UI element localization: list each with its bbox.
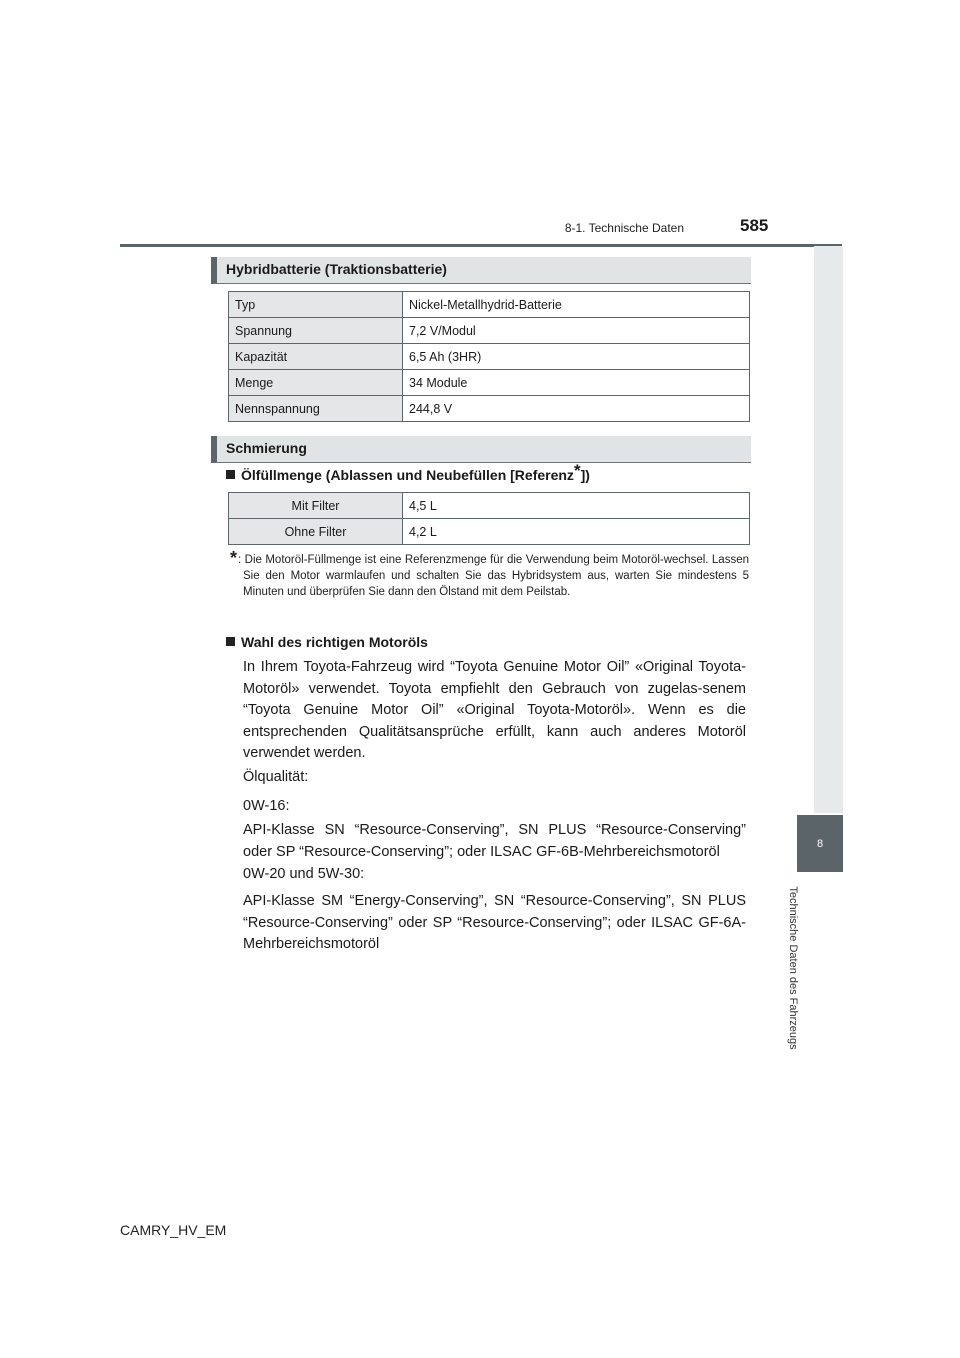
hybrid-battery-table [228,291,750,422]
viscosity-0w16-spec: API-Klasse SN “Resource-Conserving”, SN PLUS “Resource-Conserving” oder SP “Resource-Conserving”; oder ILSAC GF-6B-Mehrbereichsmotoröl [243,822,746,860]
oil-choice-heading: Wahl des richtigen Motoröls [226,634,428,650]
square-bullet-icon [226,637,235,646]
spec-key: Kapazität [229,344,403,370]
page-number: 585 [740,216,769,235]
oil-capacity-heading: Ölfüllmenge (Ablassen und Neubefüllen [Referenz*]) [226,467,590,483]
table-row [229,519,750,545]
lubrication-section-header [211,436,751,463]
table-row [229,292,750,318]
side-tab-strip [814,246,843,813]
asterisk-marker: * [573,461,581,480]
section-title: 8-1. Technische Daten [564,221,684,235]
table-row [229,370,750,396]
footnote-asterisk: * [230,548,238,568]
viscosity-0w20-5w30-spec: API-Klasse SM “Energy-Conserving”, SN “Resource-Conserving”, SN PLUS “Resource-Conserving” oder SP “Resource-Conserving”; oder ILSAC GF-6A-Mehrbereichsmotoröl [243,893,746,952]
table-row [229,344,750,370]
oil-intro-paragraph: In Ihrem Toyota-Fahrzeug wird “Toyota Genuine Motor Oil” «Original Toyota-Motoröl» verwendet. Toyota empfiehlt den Gebrauch von zugelas-senem “Toyota Genuine Motor Oil” «Original Toyota-Motoröl». Wenn es die entsprechenden Qualitätsansprüche erfüllt, kann auch anderes Motoröl verwendet werden. [243,659,746,761]
viscosity-0w20-5w30-label: 0W-20 und 5W-30: [243,866,365,882]
viscosity-0w16-label: 0W-16: [243,798,290,814]
hybrid-battery-title: Hybridbatterie (Traktionsbatterie) [226,261,447,277]
spec-key: Spannung [229,318,403,344]
oil-quality-label: Ölqualität: [243,769,309,785]
oil-capacity-table [228,492,750,545]
chapter-number-tab [797,815,843,872]
spec-value: 4,2 L [403,519,750,545]
footnote-text: : Die Motoröl-Füllmenge ist eine Referenzmenge für die Verwendung beim Motoröl-wechsel. Lassen Sie den Motor warmlaufen und schalten Sie das Hybridsystem aus, warten Sie mindestens 5 Minuten und überprüfen Sie dann den Ölstand mit dem Peilstab. [238,554,749,598]
hybrid-battery-section-header [211,257,751,284]
table-row [229,396,750,422]
spec-value: 34 Module [403,370,750,396]
table-row [229,318,750,344]
spec-key: Nennspannung [229,396,403,422]
spec-key: Ohne Filter [229,519,403,545]
spec-value: 7,2 V/Modul [403,318,750,344]
lubrication-title: Schmierung [226,440,307,456]
spec-value: Nickel-Metallhydrid-Batterie [403,292,750,318]
document-code: CAMRY_HV_EM [120,1222,227,1238]
header-divider [120,244,842,247]
table-row [229,493,750,519]
square-bullet-icon [226,470,235,479]
spec-key: Menge [229,370,403,396]
spec-key: Typ [229,292,403,318]
footnote [229,548,749,600]
spec-value: 244,8 V [403,396,750,422]
spec-key: Mit Filter [229,493,403,519]
chapter-label: Technische Daten des Fahrzeugs [787,886,799,1050]
spec-value: 6,5 Ah (3HR) [403,344,750,370]
spec-value: 4,5 L [403,493,750,519]
chapter-number: 8 [816,837,824,850]
